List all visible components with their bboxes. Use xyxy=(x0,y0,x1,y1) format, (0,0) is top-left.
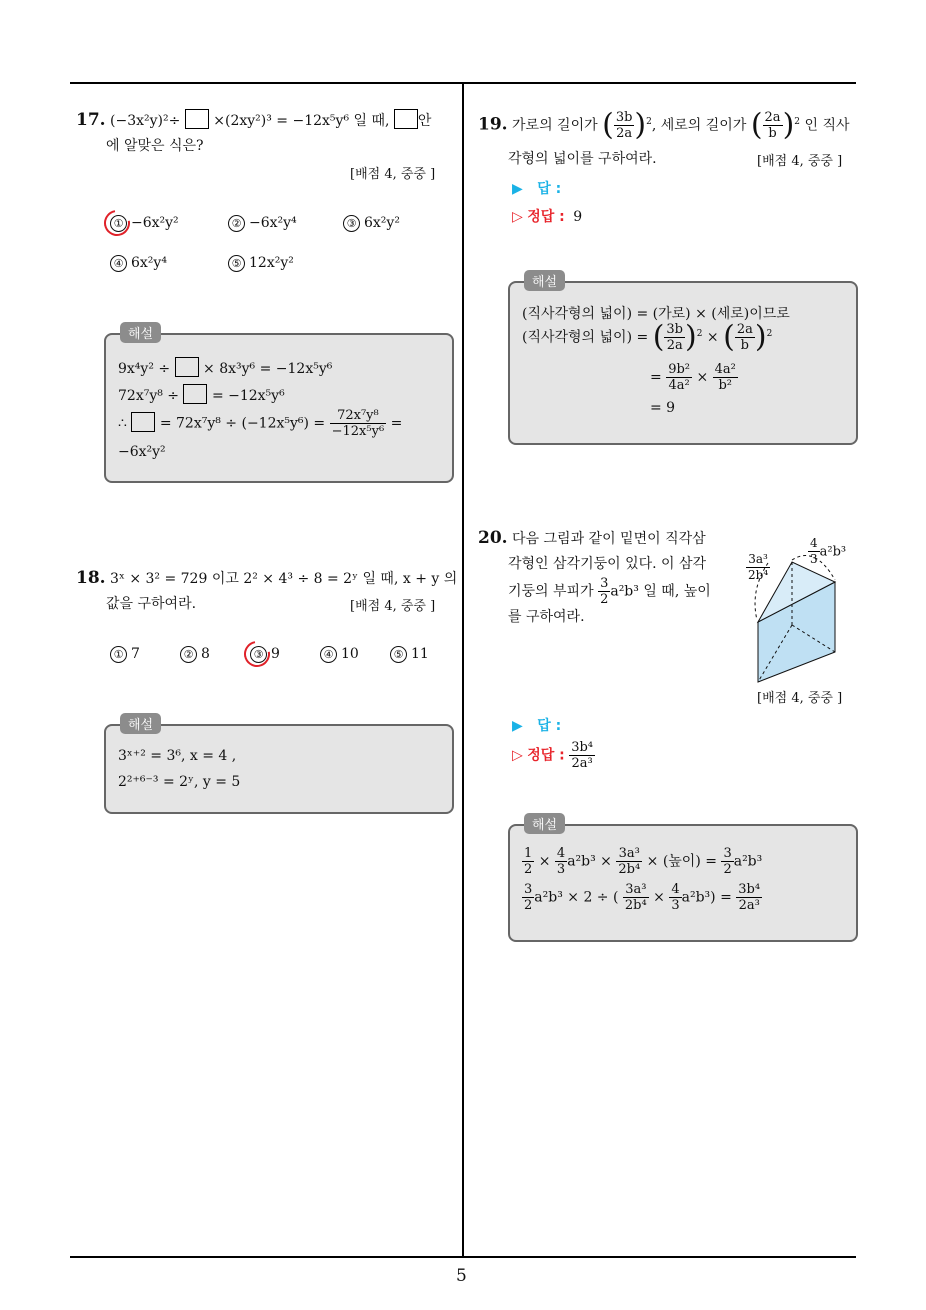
q20-line1: 20. 다음 그림과 같이 밑면이 직각삼 xyxy=(478,528,706,548)
q17-exp-line1: 9x⁴y² ÷ × 8x³y⁶ = −12x⁵y⁶ xyxy=(118,357,332,377)
q20-answer-row: ▶ 답 : xyxy=(512,718,562,734)
exp-blank-box xyxy=(131,412,155,432)
q17-answer-mark xyxy=(99,205,135,241)
q18-choice-3[interactable]: ③ 9 xyxy=(250,646,280,663)
q19-exp-line4: = 9 xyxy=(650,400,676,416)
q17-line2: 에 알맞은 식은? xyxy=(106,138,204,154)
q18-line1: 18. 3ˣ × 3² = 729 이고 2² × 4³ ÷ 8 = 2ʸ 일 때, x + y 의 xyxy=(76,568,458,588)
q20-line2: 각형인 삼각기둥이 있다. 이 삼각 xyxy=(508,556,707,572)
q18-line2: 값을 구하여라. xyxy=(106,596,197,612)
answer-arrow-icon: ▶ xyxy=(512,181,523,197)
q18-choice-1[interactable]: ① 7 xyxy=(110,646,140,663)
q17-exp-fraction: $\frac{\text{72x⁷y⁸}}{\text{−12x⁵y⁶}}$ xyxy=(331,408,385,439)
q17-mid: ×(2xy²)³ = −12x⁵y⁶ 일 때, xyxy=(213,113,390,129)
q18-choice-5[interactable]: ⑤ 11 xyxy=(390,646,429,663)
q17-exp-line3: ∴ = 72x⁷y⁸ ÷ (−12x⁵y⁶) = $\frac{\text{72x⁷y⁸}}{\text{−12x⁵y⁶}}$ = xyxy=(118,408,403,439)
q20-correct-row: ▷ 정답 : $\frac{\text{3b⁴}}{\text{2a³}}$ xyxy=(512,740,594,771)
q18-number: 18. xyxy=(76,568,106,588)
q18-choice-2[interactable]: ② 8 xyxy=(180,646,210,663)
answer-arrow-icon: ▶ xyxy=(512,718,523,734)
q19-frac-height: $\frac{2a}{b}$ xyxy=(764,110,781,141)
q18-exp-line1: 3ˣ⁺² = 3⁶, x = 4 , xyxy=(118,748,237,764)
q17-line1 xyxy=(76,106,431,135)
prism-label-top: $\frac{4}{3}$ a²b³ xyxy=(810,536,847,566)
bottom-rule xyxy=(70,1256,856,1258)
q20-score: [배점 4, 중중 ] xyxy=(757,691,843,706)
q18-score: [배점 4, 중중 ] xyxy=(350,599,436,614)
correct-arrow-icon: ▷ xyxy=(512,209,523,225)
q18-choice-4[interactable]: ④ 10 xyxy=(320,646,359,663)
q20-exp-line2: $\frac{3}{2}$ a²b³ × 2 ÷ ( $\frac{\text{3a³}}{\text{2b⁴}}$ × $\frac{4}{3}$ a²b³) = $\frac{\text{3b⁴}}{\text{2a³}}$ xyxy=(524,882,761,913)
prism-label-height: $\frac{\text{3a³}}{\text{2b⁴}}$ xyxy=(748,552,769,582)
q17-choice-5[interactable]: ⑤ 12x²y² xyxy=(228,255,294,272)
exp-blank-box xyxy=(183,384,207,404)
q19-correct-row: ▷ 정답 : 9 xyxy=(512,209,583,225)
q19-explanation-tag: 해설 xyxy=(524,270,565,291)
q20-number: 20. xyxy=(478,528,508,548)
q17-score: [배점 4, 중중 ] xyxy=(350,167,436,182)
q19-number: 19. xyxy=(478,114,508,135)
q19-line2: 각형의 넓이를 구하여라. xyxy=(508,151,657,167)
q17-choice-2[interactable]: ② −6x²y⁴ xyxy=(228,215,297,232)
q18-exp-line2: 2²⁺⁶⁻³ = 2ʸ, y = 5 xyxy=(118,774,241,790)
q17-choice-4[interactable]: ④ 6x²y⁴ xyxy=(110,255,167,272)
q17-blank-box xyxy=(185,109,209,129)
q20-line3: 기둥의 부피가 $\frac{3}{2}$ a²b³ 일 때, 높이 xyxy=(508,576,711,607)
q17-number: 17. xyxy=(76,110,106,130)
page-number: 5 xyxy=(456,1266,467,1286)
exp-blank-box xyxy=(175,357,199,377)
column-divider xyxy=(462,82,464,1257)
q17-choice-1[interactable]: ① −6x²y² xyxy=(110,215,179,232)
q19-exp-line3: = $\frac{\text{9b²}}{\text{4a²}}$ × $\frac{\text{4a²}}{\text{b²}}$ xyxy=(650,362,736,393)
q17-tail: 안 xyxy=(417,113,432,129)
q20-explanation-tag: 해설 xyxy=(524,813,565,834)
q17-choice-3[interactable]: ③ 6x²y² xyxy=(343,215,400,232)
q18-explanation-tag: 해설 xyxy=(120,713,161,734)
q19-exp-line2: (직사각형의 넓이) = ( $\frac{3b}{2a}$ )$^2$ × ( $\frac{2a}{b}$ )$^2$ xyxy=(522,319,773,355)
q19-exp-line1: (직사각형의 넓이) = (가로) × (세로)이므로 xyxy=(522,306,790,322)
q18-explanation-box xyxy=(104,724,454,814)
q17-lead: (−3x²y)²÷ xyxy=(110,113,181,129)
q17-exp-line2: 72x⁷y⁸ ÷ = −12x⁵y⁶ xyxy=(118,384,285,404)
q19-correct-value: 9 xyxy=(573,209,583,225)
q20-correct-value: $\frac{\text{3b⁴}}{\text{2a³}}$ xyxy=(571,740,594,771)
q20-line4: 를 구하여라. xyxy=(508,609,585,625)
q19-score: [배점 4, 중중 ] xyxy=(757,154,843,169)
q19-line1: 19. 가로의 길이가 ( $\frac{3b}{2a}$ )$^2$, 세로의 길이가 ( $\frac{2a}{b}$ )$^2$ 인 직사 xyxy=(478,107,850,143)
q18-answer-mark xyxy=(239,636,275,672)
q20-exp-line1: $\frac{1}{2}$ × $\frac{4}{3}$ a²b³ × $\frac{\text{3a³}}{\text{2b⁴}}$ × (높이) = $\frac{3}{2}$ a²b³ xyxy=(524,846,763,877)
correct-arrow-icon: ▷ xyxy=(512,747,523,764)
q17-blank-box-2 xyxy=(394,109,418,129)
q17-exp-line4: −6x²y² xyxy=(118,444,166,460)
q19-frac-width: $\frac{3b}{2a}$ xyxy=(615,110,633,141)
q17-explanation-tag: 해설 xyxy=(120,322,161,343)
q19-answer-row: ▶ 답 : xyxy=(512,181,562,197)
